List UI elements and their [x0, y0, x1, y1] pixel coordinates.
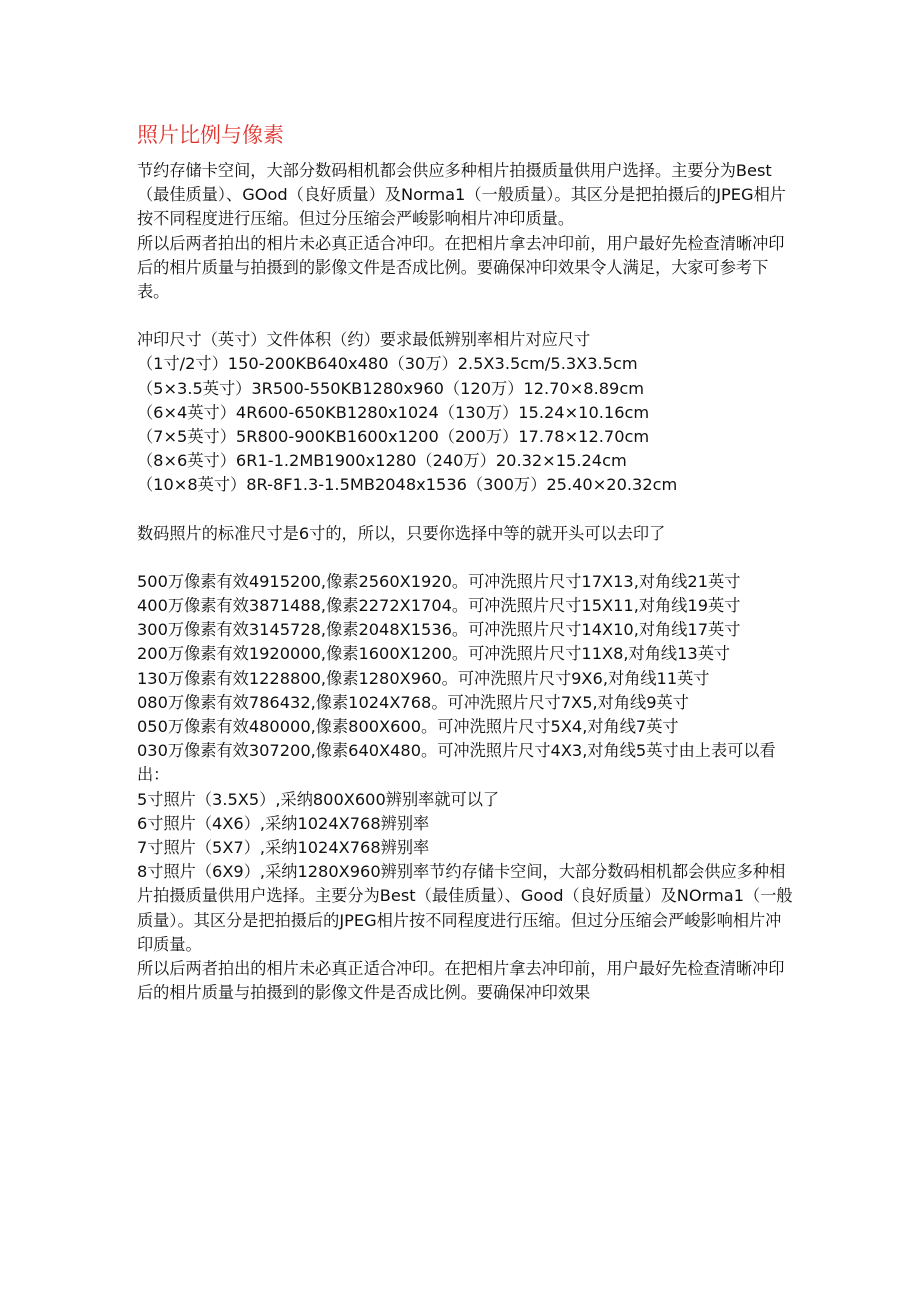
table-row: （1寸/2寸）150-200KB640x480（30万）2.5X3.5cm/5.3X3.5cm — [137, 354, 638, 374]
closing-paragraph: 所以后两者拍出的相片未必真正适合冲印。在把相片拿去冲印前，用户最好先检查清晰冲印后的相片质量与拍摄到的影像文件是否成比例。要确保冲印效果 — [137, 959, 785, 1003]
standard-size-note: 数码照片的标准尺寸是6寸的，所以，只要你选择中等的就开头可以去印了 — [137, 523, 666, 543]
table-row: （10×8英寸）8R-8F1.3-1.5MB2048x1536（300万）25.40×20.32cm — [137, 475, 678, 495]
pixel-list — [137, 570, 797, 788]
pixel-line: 050万像素有效480000,像素800X600。可冲洗照片尺寸5X4,对角线7英寸 — [137, 717, 679, 737]
print-size-table — [137, 328, 797, 497]
intro-paragraph-1: 节约存储卡空间，大部分数码相机都会供应多种相片拍摄质量供用户选择。主要分为Best（最佳质量）、GOod（良好质量）及Norma1（一般质量）。其区分是把拍摄后的JPEG相片按不同程度进行压缩。但过分压缩会严峻影响相片冲印质量。 — [137, 161, 786, 229]
table-row: （7×5英寸）5R800-900KB1600x1200（200万）17.78×12.70cm — [137, 427, 650, 447]
spacer — [137, 498, 797, 522]
document-body — [137, 120, 797, 1006]
intro-section — [137, 159, 797, 304]
table-row: （6×4英寸）4R600-650KB1280x1024（130万）15.24×10.16cm — [137, 402, 650, 422]
pixel-line: 400万像素有效3871488,像素2272X1704。可冲洗照片尺寸15X11,对角线19英寸 — [137, 596, 741, 616]
intro-paragraph-2: 所以后两者拍出的相片未必真正适合冲印。在把相片拿去冲印前，用户最好先检查清晰冲印后的相片质量与拍摄到的影像文件是否成比例。要确保冲印效果令人满足，大家可参考下表。 — [137, 233, 785, 302]
photo-size-list — [137, 788, 797, 1006]
photo-size-line: 8寸照片（6X9）,采纳1280X960辨别率节约存储卡空间，大部分数码相机都会供应多种相片拍摄质量供用户选择。主要分为Best（最佳质量）、Good（良好质量）及NOrma1（一般质量）。其区分是把拍摄后的JPEG相片按不同程度进行压缩。但过分压缩会严峻影响相片冲印质量。 — [137, 862, 793, 954]
photo-size-line: 7寸照片（5X7）,采纳1024X768辨别率 — [137, 838, 430, 858]
photo-size-line: 5寸照片（3.5X5）,采纳800X600辨别率就可以了 — [137, 789, 500, 809]
pixel-line: 200万像素有效1920000,像素1600X1200。可冲洗照片尺寸11X8,对角线13英寸 — [137, 644, 731, 664]
spacer — [137, 546, 797, 570]
pixel-line: 300万像素有效3145728,像素2048X1536。可冲洗照片尺寸14X10,对角线17英寸 — [137, 620, 741, 640]
spacer — [137, 304, 797, 328]
pixel-line: 080万像素有效786432,像素1024X768。可冲洗照片尺寸7X5,对角线9英寸 — [137, 692, 689, 712]
pixel-line: 030万像素有效307200,像素640X480。可冲洗照片尺寸4X3,对角线5英寸由上表可以看出： — [137, 741, 776, 785]
pixel-line: 500万像素有效4915200,像素2560X1920。可冲洗照片尺寸17X13,对角线21英寸 — [137, 571, 741, 591]
pixel-line: 130万像素有效1228800,像素1280X960。可冲洗照片尺寸9X6,对角线11英寸 — [137, 668, 710, 688]
photo-size-line: 6寸照片（4X6）,采纳1024X768辨别率 — [137, 813, 430, 833]
table-header: 冲印尺寸（英寸）文件体积（约）要求最低辨别率相片对应尺寸 — [137, 330, 591, 350]
page-title: 照片比例与像素 — [137, 123, 284, 147]
table-row: （5×3.5英寸）3R500-550KB1280x960（120万）12.70×8.89cm — [137, 378, 645, 398]
table-row: （8×6英寸）6R1-1.2MB1900x1280（240万）20.32×15.24cm — [137, 451, 627, 471]
